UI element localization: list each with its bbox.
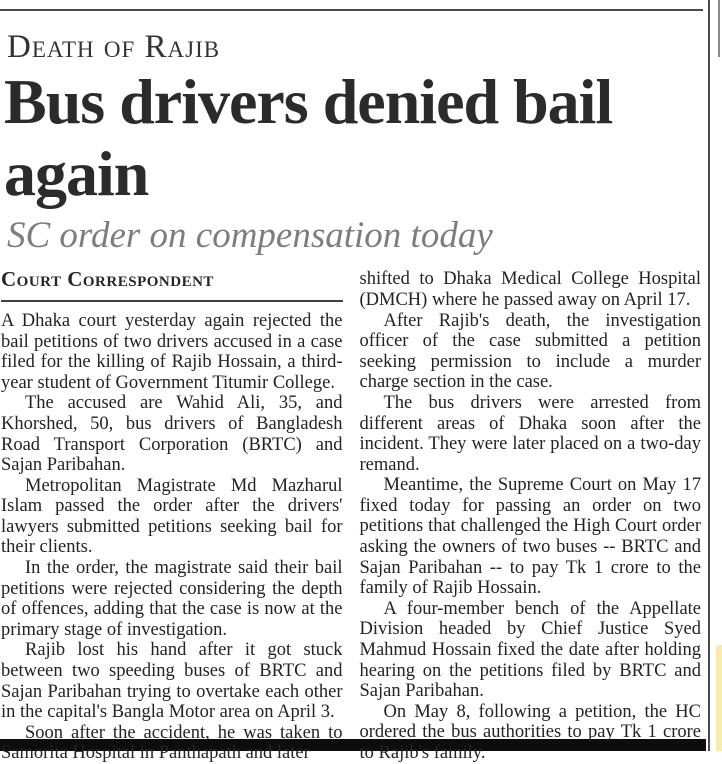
article-paragraph: The bus drivers were arrested from different areas of Dhaka soon after the incident. They were later placed on a two-day remand. [359,392,701,475]
article-paragraph: The accused are Wahid Ali, 35, and Khorshed, 50, bus drivers of Bangladesh Road Transport Corporation (BRTC) and Sajan Paribahan. [1,393,343,476]
right-column [360,269,702,764]
article-paragraph: A four-member bench of the Appellate Division headed by Chief Justice Syed Mahmud Hossain fixed the date after holding hearing on the petitions filed by BRTC and Sajan Paribahan. [359,598,701,702]
column-divider-rule [708,0,710,751]
article-paragraph: On May 8, following a petition, the HC ordered the bus authorities to pay Tk 1 crore to Rajib's family. [359,701,701,763]
adjacent-content-yellow-sliver [716,645,722,751]
article-paragraph: Meantime, the Supreme Court on May 17 fixed today for passing an order on two petitions that challenged the High Court order asking the owners of two buses -- BRTC and Sajan Paribahan -- to pay Tk 1 crore to the family of Rajib Hossain. [359,475,701,599]
right-column-paragraphs [360,269,702,763]
article-kicker: Death of Rajib [7,29,221,65]
byline-block [1,269,343,302]
article-paragraph: In the order, the magistrate said their bail petitions were rejected considering the depth of offences, adding that the case is now at the primary stage of investigation. [1,558,343,640]
article-headline: Bus drivers denied bail again [4,66,613,209]
adjacent-column-edge [718,0,720,57]
byline: Court Correspondent [1,267,214,292]
article-paragraph: shifted to Dhaka Medical College Hospital (DMCH) where he passed away on April 17. [359,269,701,310]
article-columns [1,269,701,764]
article-subhead: SC order on compensation today [7,215,493,257]
article-paragraph: A Dhaka court yesterday again rejected the bail petitions of two drivers accused in a case filed for the killing of Rajib Hossain, a third-year student of Government Titumir College. [1,310,343,393]
article-paragraph: Soon after the accident, he was taken to Samorita Hospital in Panthapath and later [1,722,343,764]
article-paragraph: Metropolitan Magistrate Md Mazharul Islam passed the order after the drivers' lawyers submitted petitions seeking bail for their clients. [1,475,343,558]
news-article [0,9,702,764]
article-paragraph: After Rajib's death, the investigation officer of the case submitted a petition seeking permission to include a murder charge section in the case. [359,310,701,393]
left-column [1,269,343,764]
article-paragraph: Rajib lost his hand after it got stuck between two speeding buses of BRTC and Sajan Paribahan trying to overtake each other in the capital's Bangla Motor area on April 3. [1,640,343,723]
left-column-paragraphs [1,311,343,764]
